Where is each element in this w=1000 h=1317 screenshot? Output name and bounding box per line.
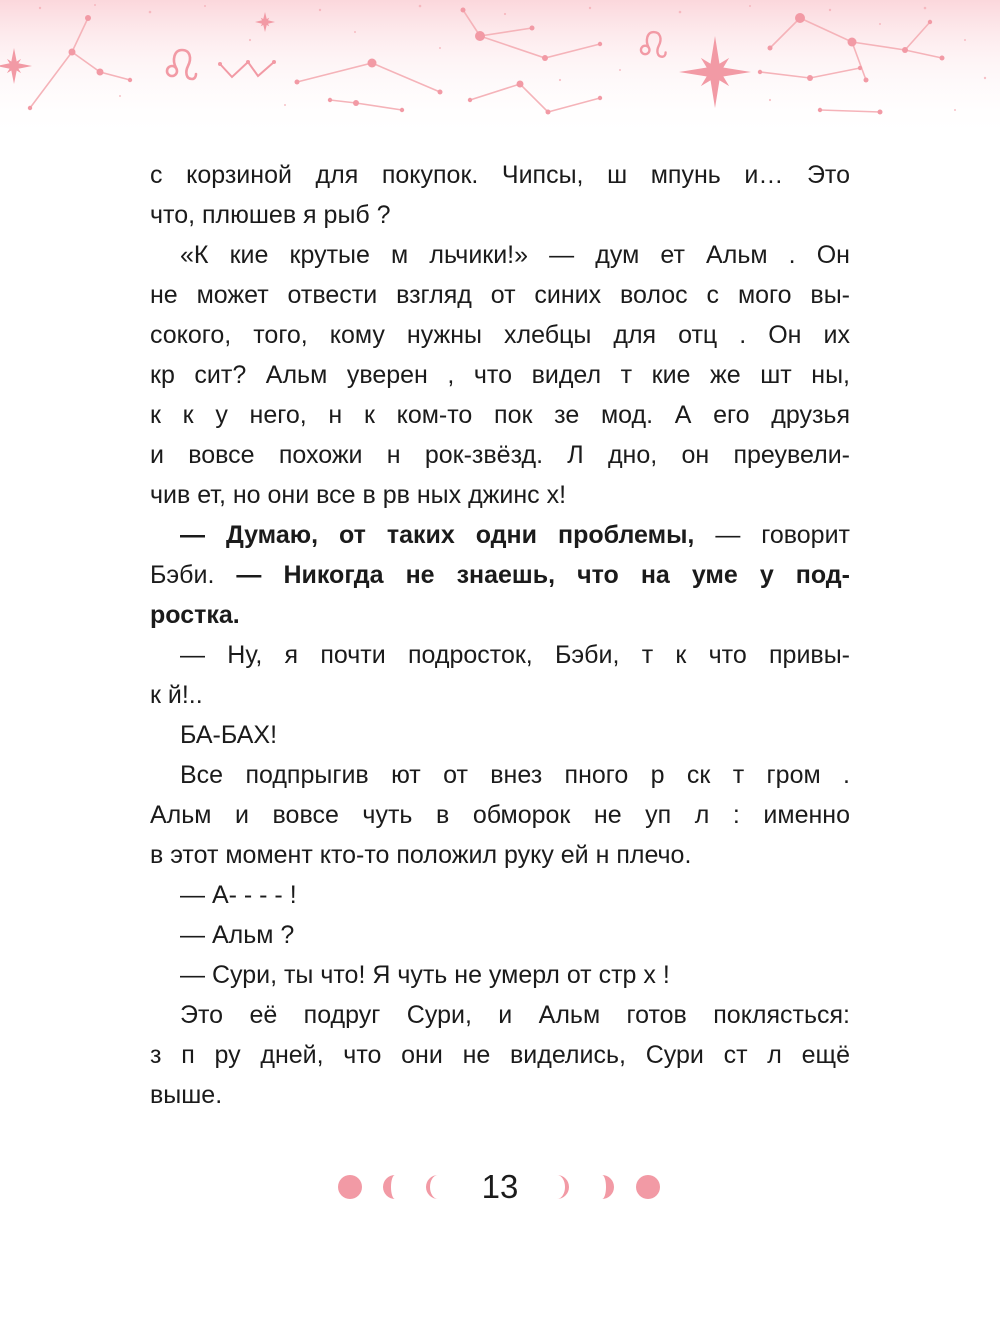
bold-dialogue-text: — Никогда не знаешь, что на уме у под-	[236, 561, 850, 589]
text-line: Все подпрыгив ют от внез пного р ск т гром .	[180, 761, 850, 789]
bold-dialogue-text: — Думаю, от таких одни проблемы,	[180, 521, 695, 549]
bold-dialogue-text: ростка.	[150, 601, 240, 629]
text-line	[150, 595, 850, 635]
text-line: и вовсе похожи н рок-звёзд. Л дно, он преувели-	[150, 441, 850, 469]
full-moon-icon	[636, 1175, 660, 1199]
crescent-moon-icon	[383, 1175, 395, 1199]
text-line: — А- - - - !	[180, 881, 297, 909]
text-line	[150, 555, 850, 595]
page-body-text	[150, 155, 850, 1115]
page-footer	[0, 1162, 1000, 1212]
page-number: 13	[481, 1168, 519, 1205]
text-line: к к у него, н к ком-то пок зе мод. А его друзья	[150, 401, 850, 429]
text-line: — Ну, я почти подросток, Бэби, т к что привы-	[180, 641, 850, 669]
text-line: кр сит? Альм уверен , что видел т кие же шт ны,	[150, 361, 850, 389]
text-line: не может отвести взгляд от синих волос с мого вы-	[150, 281, 850, 309]
narration-text: — говорит	[694, 521, 850, 549]
text-line: з п ру дней, что они не виделись, Сури ст л ещё	[150, 1041, 850, 1069]
text-line: — Альм ?	[180, 921, 295, 949]
text-line: выше.	[150, 1081, 223, 1109]
text-line	[150, 515, 850, 555]
text-line: — Сури, ты что! Я чуть не умерл от стр х !	[180, 961, 670, 989]
text-line: сокого, того, кому нужны хлебцы для отц . Он их	[150, 321, 850, 349]
thin-crescent-moon-icon	[557, 1175, 569, 1199]
text-line: Это её подруг Сури, и Альм готов поклясться:	[180, 1001, 850, 1029]
narration-text: Бэби.	[150, 561, 237, 589]
header-constellation-decoration	[0, 0, 1000, 140]
text-line: что, плюшев я рыб ?	[150, 201, 391, 229]
text-line: чив ет, но они все в рв ных джинс х!	[150, 481, 567, 509]
text-line: к й!..	[150, 681, 203, 709]
text-line: Альм и вовсе чуть в обморок не уп л : именно	[150, 801, 850, 829]
text-line: «К кие крутые м льчики!» — дум ет Альм . Он	[180, 241, 850, 269]
full-moon-icon	[338, 1175, 362, 1199]
thin-crescent-moon-icon	[426, 1175, 438, 1199]
text-line: БА-БАХ!	[180, 721, 278, 749]
text-line: с корзиной для покупок. Чипсы, ш мпунь и… Это	[150, 161, 850, 189]
text-line: в этот момент кто-то положил руку ей н плечо.	[150, 841, 692, 869]
crescent-moon-icon	[602, 1175, 614, 1199]
